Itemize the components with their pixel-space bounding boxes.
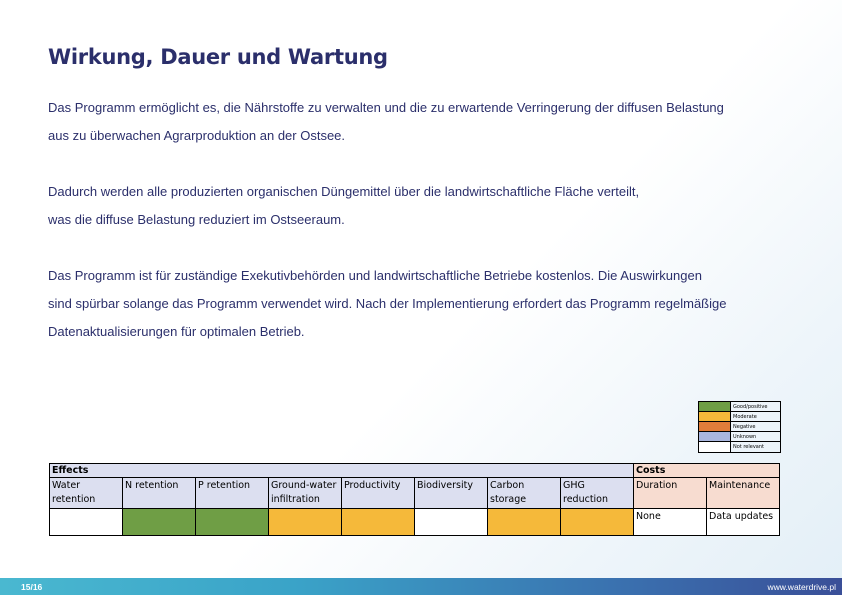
- page-footer: [0, 578, 842, 595]
- effect-column-header: Carbon storage: [488, 478, 561, 509]
- legend-row-moderate: [699, 412, 780, 422]
- effect-rating-cell: [342, 509, 415, 536]
- effect-rating-cell: [415, 509, 488, 536]
- website-url: www.waterdrive.pl: [767, 582, 836, 592]
- legend-row-good: [699, 402, 780, 412]
- legend-swatch: [699, 432, 731, 441]
- effect-column-header: Productivity: [342, 478, 415, 509]
- legend-swatch: [699, 422, 731, 431]
- effect-column-header: Ground-water infiltration: [269, 478, 342, 509]
- effect-column-header: N retention: [123, 478, 196, 509]
- rating-legend: [698, 401, 781, 453]
- cost-value-cell: Data updates: [707, 509, 780, 536]
- effects-costs-table: [49, 463, 780, 536]
- legend-swatch: [699, 442, 731, 452]
- paragraph-line: was die diffuse Belastung reduziert im Ostseeraum.: [48, 212, 345, 227]
- paragraph-line: Das Programm ermöglicht es, die Nährstoffe zu verwalten und die zu erwartende Verringerung der diffusen Belastung: [48, 100, 724, 115]
- legend-label: Negative: [733, 424, 756, 430]
- paragraph-line: aus zu überwachen Agrarproduktion an der Ostsee.: [48, 128, 346, 143]
- legend-swatch: [699, 412, 731, 421]
- legend-row-not-relevant: [699, 442, 780, 452]
- cost-column-header: Maintenance: [707, 478, 780, 509]
- legend-swatch: [699, 402, 731, 411]
- legend-label: Unknown: [733, 434, 757, 440]
- costs-header: Costs: [634, 464, 780, 478]
- paragraph-1: [48, 94, 724, 150]
- page-number: 15/16: [21, 582, 43, 592]
- legend-row-unknown: [699, 432, 780, 442]
- paragraph-line: Datenaktualisierungen für optimalen Betrieb.: [48, 324, 305, 339]
- legend-label: Not relevant: [733, 444, 764, 450]
- effect-column-header: Biodiversity: [415, 478, 488, 509]
- page-title: Wirkung, Dauer und Wartung: [48, 45, 388, 69]
- effect-rating-cell: [123, 509, 196, 536]
- paragraph-2: [48, 178, 639, 234]
- effect-column-header: Water retention: [50, 478, 123, 509]
- effects-header: Effects: [50, 464, 634, 478]
- effect-column-header: GHG reduction: [561, 478, 634, 509]
- legend-label: Moderate: [733, 414, 757, 420]
- effect-rating-cell: [50, 509, 123, 536]
- cost-column-header: Duration: [634, 478, 707, 509]
- legend-row-negative: [699, 422, 780, 432]
- effect-rating-cell: [196, 509, 269, 536]
- paragraph-line: Das Programm ist für zuständige Exekutivbehörden und landwirtschaftliche Betriebe kostenlos. Die Auswirkungen: [48, 268, 702, 283]
- effect-rating-cell: [488, 509, 561, 536]
- paragraph-line: Dadurch werden alle produzierten organischen Düngemittel über die landwirtschaftliche Fläche verteilt,: [48, 184, 640, 199]
- effect-rating-cell: [561, 509, 634, 536]
- effect-rating-cell: [269, 509, 342, 536]
- paragraph-line: sind spürbar solange das Programm verwendet wird. Nach der Implementierung erfordert das Programm regelmäßige: [48, 296, 727, 311]
- legend-label: Good/positive: [733, 404, 768, 410]
- effect-column-header: P retention: [196, 478, 269, 509]
- paragraph-3: [48, 262, 726, 346]
- cost-value-cell: None: [634, 509, 707, 536]
